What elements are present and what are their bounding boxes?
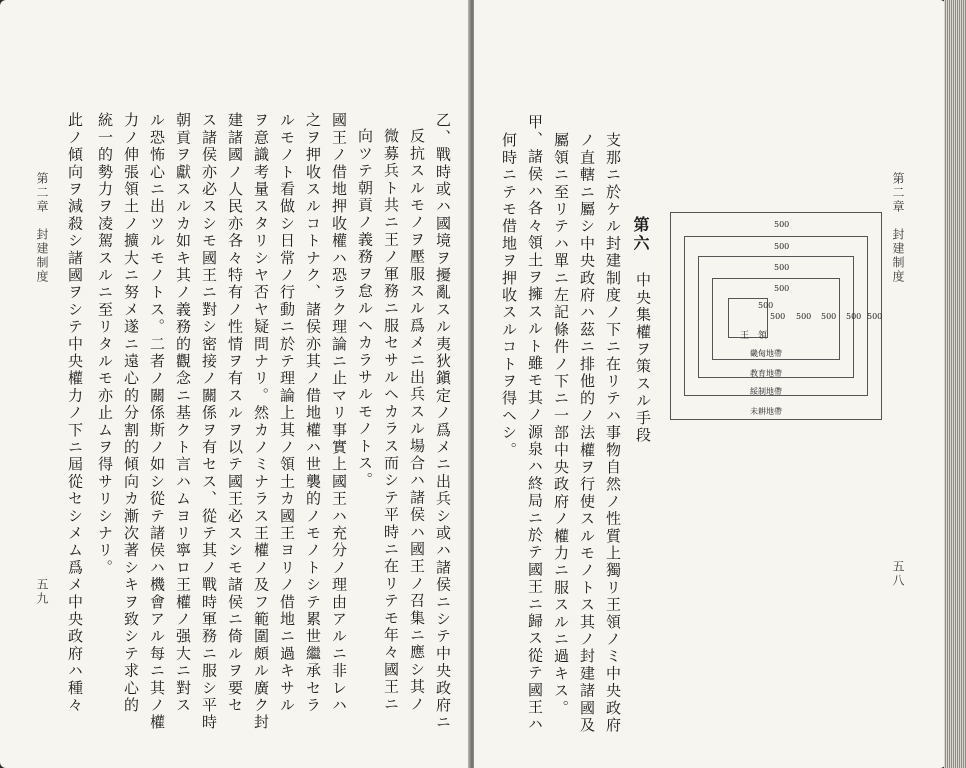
body-column: ルモノト看做シ日常ノ行動ニ於テ理論上其ノ領土カ國王ヨリノ借地ニ過キサル	[278, 112, 296, 714]
body-column: ノ直轄ニ屬シ中央政府ハ茲ニ排他的ノ法權ヲ行使スルモノトス其ノ封建諸國及	[578, 132, 596, 734]
belt-label: 畿甸地帶	[750, 349, 782, 358]
distance-label: 500	[796, 312, 812, 321]
right-page	[474, 0, 946, 768]
body-column: 朝貢ヲ獻スルカ如キ其ノ義務的觀念ニ基クト言ハムヨリ寧ロ王權ノ强大ニ對ス	[174, 112, 192, 714]
royal-domain-label: 王 領	[740, 331, 768, 341]
section-title: 中央集權ヲ策スル手段	[634, 272, 652, 444]
distance-label: 500	[758, 301, 774, 310]
body-column: 此ノ傾向ヲ減殺シ諸國ヲシテ中央權力ノ下ニ屆從セシメム爲メ中央政府ハ種々	[66, 112, 84, 714]
distance-label: 500	[774, 284, 790, 293]
distance-label: 500	[821, 312, 837, 321]
body-column: 何時ニテモ借地ヲ押收スルコトヲ得ヘシ。	[500, 132, 518, 459]
belt-label: 綏制地帶	[750, 387, 782, 396]
distance-label: 500	[774, 242, 790, 251]
left-running-head: 第二章 封建制度	[35, 172, 49, 284]
body-column: ヲ意識考量スタリシヤ否ヤ疑問ナリ。然カノミナラス王權ノ及フ範圍頗ル廣ク封	[252, 112, 270, 732]
distance-label: 500	[774, 263, 790, 272]
body-column: 力ノ伸張領土ノ擴大ニ努メ遂ニ遠心的分割的傾向カ漸次著シキヲ致シテ求心的	[122, 112, 140, 714]
concentric-zone-diagram	[670, 212, 882, 420]
distance-label: 500	[846, 312, 862, 321]
body-column: 國王ノ借地押收權ハ恐ラク理論ニ止マリ事實上國王ハ充分ノ理由アルニ非レハ	[330, 112, 348, 714]
body-column: 乙、戰時或ハ國境ヲ擾亂スル夷狄鎭定ノ爲メニ出兵シ或ハ諸侯ニシテ中央政府ニ	[434, 112, 452, 732]
body-column: 反抗スルモノヲ壓服スル爲メニ出兵スル場合ハ諸侯ハ國王ノ召集ニ應シ其ノ	[408, 128, 426, 713]
page-edge-stack	[944, 0, 966, 768]
belt-label: 未耕地帶	[750, 407, 782, 416]
right-page-number: 五八	[891, 560, 905, 588]
body-column: 之ヲ押收スルコトナク、諸侯亦其ノ借地權ハ世襲的ノモノトシテ累世繼承セラ	[304, 112, 322, 714]
left-page-number: 五九	[35, 578, 49, 606]
body-column: 微募兵ト共ニ王ノ軍務ニ服セサルヘカラス而シテ平時ニ在リテモ年々國王ニ	[382, 128, 400, 713]
belt-label: 教育地帶	[750, 369, 782, 378]
left-page	[0, 0, 470, 768]
body-column: 向ツテ朝貢ノ義務ヲ怠ルヘカラサルモノトス。	[356, 128, 374, 490]
right-running-head: 第二章 封建制度	[891, 172, 905, 284]
body-column: 統一的勢力ヲ凌駕スルニ至リタルモ亦止ムヲ得サリシナリ。	[96, 112, 114, 577]
body-column: ス諸侯亦必スシモ國王ニ對シ密接ノ關係ヲ有セス、從テ其ノ戰時軍務ニ服シ平時	[200, 112, 218, 732]
body-column: 建諸國ノ人民亦各々特有ノ性情ヲ有スルヲ以テ國王必スシモ諸侯ニ倚ルヲ要セ	[226, 112, 244, 714]
body-column: ル恐怖心ニ出ツルモノトス。二者ノ關係斯ノ如シ從テ諸侯ハ機會アル每ニ其ノ權	[148, 112, 166, 732]
distance-label: 500	[774, 220, 790, 229]
distance-label: 500	[867, 312, 883, 321]
body-column: 屬領ニ至リテハ單ニ左記條件ノ下ニ一部中央政府ノ權力ニ服スルニ過キス。	[552, 132, 570, 717]
body-column: 甲、諸侯ハ各々領土ヲ擁スルト雖モ其ノ源泉ハ終局ニ於テ國王ニ歸ス從テ國王ハ	[526, 114, 544, 734]
distance-label: 500	[770, 312, 786, 321]
body-column: 支那ニ於ケル封建制度ノ下ニ在リテハ事物自然ノ性質上獨リ王領ノミ中央政府	[604, 132, 622, 734]
section-number: 第六	[631, 216, 650, 253]
